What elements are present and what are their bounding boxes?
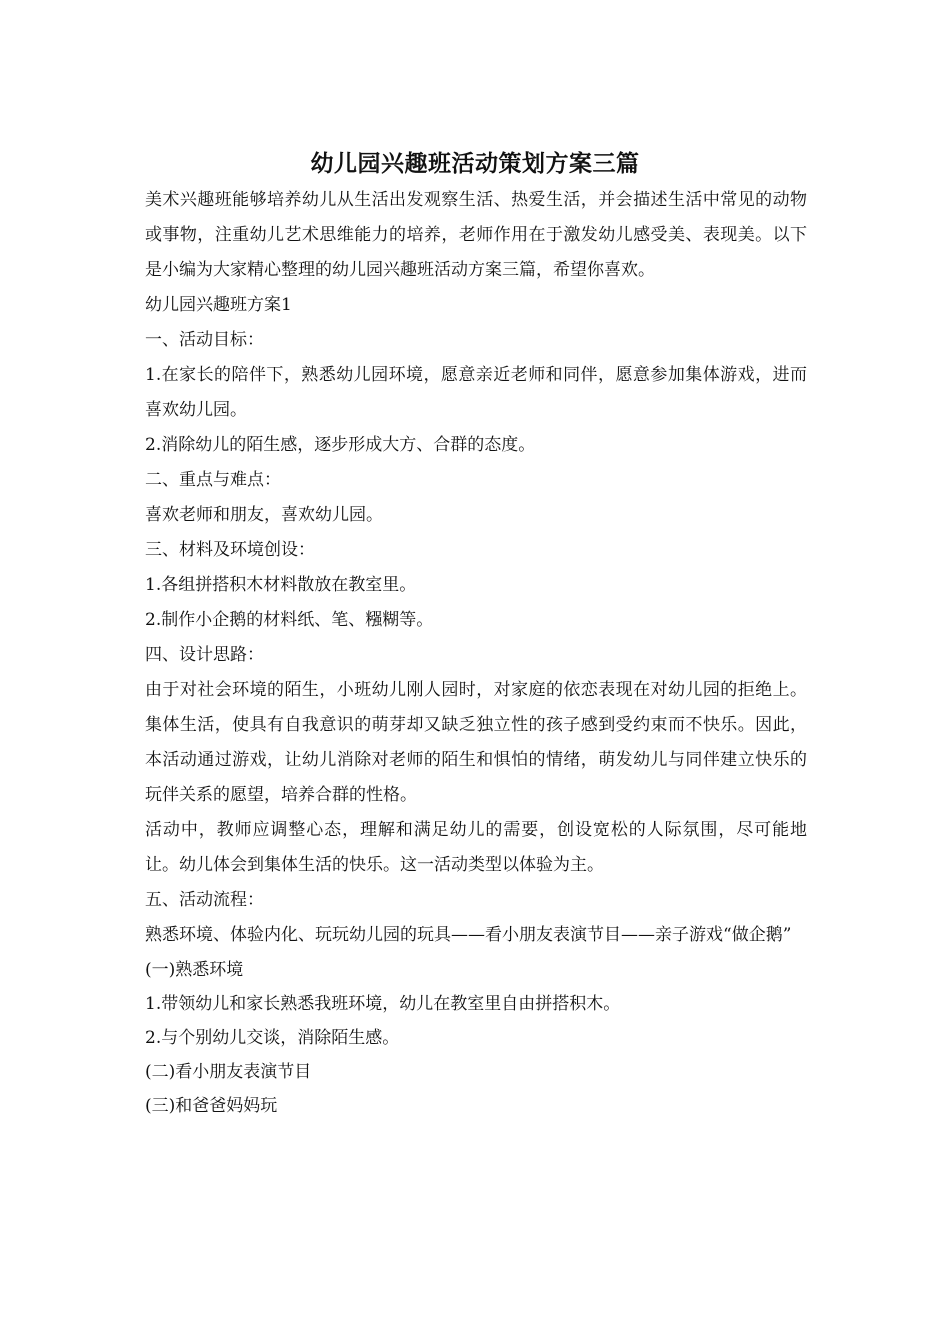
material-item-1: 1.各组拼搭积木材料散放在教室里。 bbox=[145, 575, 417, 595]
plan-heading: 幼儿园兴趣班方案1 bbox=[145, 295, 292, 315]
goal-item-2: 2.消除幼儿的陌生感，逐步形成大方、合群的态度。 bbox=[145, 435, 536, 455]
design-paragraph-1: 由于对社会环境的陌生，小班幼儿刚人园时，对家庭的依恋表现在对幼儿园的拒绝上。集体生活，使具有自我意识的萌芽却又缺乏独立性的孩子感到受约束而不快乐。因此，本活动通过游戏，让幼儿消除对老师的陌生和惧怕的情绪，萌发幼儿与同伴建立快乐的玩伴关系的愿望，培养合群的性格。 bbox=[145, 680, 807, 805]
section-heading-focus: 二、重点与难点： bbox=[145, 470, 281, 490]
process-step-1-item-2: 2.与个别幼儿交谈，消除陌生感。 bbox=[145, 1028, 400, 1048]
intro-paragraph: 美术兴趣班能够培养幼儿从生活出发观察生活、热爱生活，并会描述生活中常见的动物或事物，注重幼儿艺术思维能力的培养，老师作用在于激发幼儿感受美、表现美。以下是小编为大家精心整理的幼儿园兴趣班活动方案三篇，希望你喜欢。 bbox=[145, 190, 807, 280]
material-item-2: 2.制作小企鹅的材料纸、笔、糨糊等。 bbox=[145, 610, 434, 630]
process-step-1-heading: (一)熟悉环境 bbox=[145, 960, 244, 980]
process-overview: 熟悉环境、体验内化、玩玩幼儿园的玩具——看小朋友表演节目——亲子游戏“做企鹅” bbox=[145, 925, 792, 945]
process-step-3-heading: (三)和爸爸妈妈玩 bbox=[145, 1096, 278, 1116]
section-heading-process: 五、活动流程： bbox=[145, 890, 264, 910]
section-heading-goals: 一、活动目标： bbox=[145, 330, 264, 350]
document-title: 幼儿园兴趣班活动策划方案三篇 bbox=[310, 150, 640, 178]
goal-item-1: 1.在家长的陪伴下，熟悉幼儿园环境，愿意亲近老师和同伴，愿意参加集体游戏，进而喜欢幼儿园。 bbox=[145, 365, 807, 420]
document-body bbox=[145, 183, 807, 1123]
process-step-1-item-1: 1.带领幼儿和家长熟悉我班环境，幼儿在教室里自由拼搭积木。 bbox=[145, 994, 621, 1014]
section-heading-design: 四、设计思路： bbox=[145, 645, 264, 665]
design-paragraph-2: 活动中，教师应调整心态，理解和满足幼儿的需要，创设宽松的人际氛围，尽可能地让。幼儿体会到集体生活的快乐。这一活动类型以体验为主。 bbox=[145, 820, 807, 875]
focus-text: 喜欢老师和朋友，喜欢幼儿园。 bbox=[145, 505, 383, 525]
process-step-2-heading: (二)看小朋友表演节目 bbox=[145, 1062, 312, 1082]
section-heading-materials: 三、材料及环境创设： bbox=[145, 540, 315, 560]
